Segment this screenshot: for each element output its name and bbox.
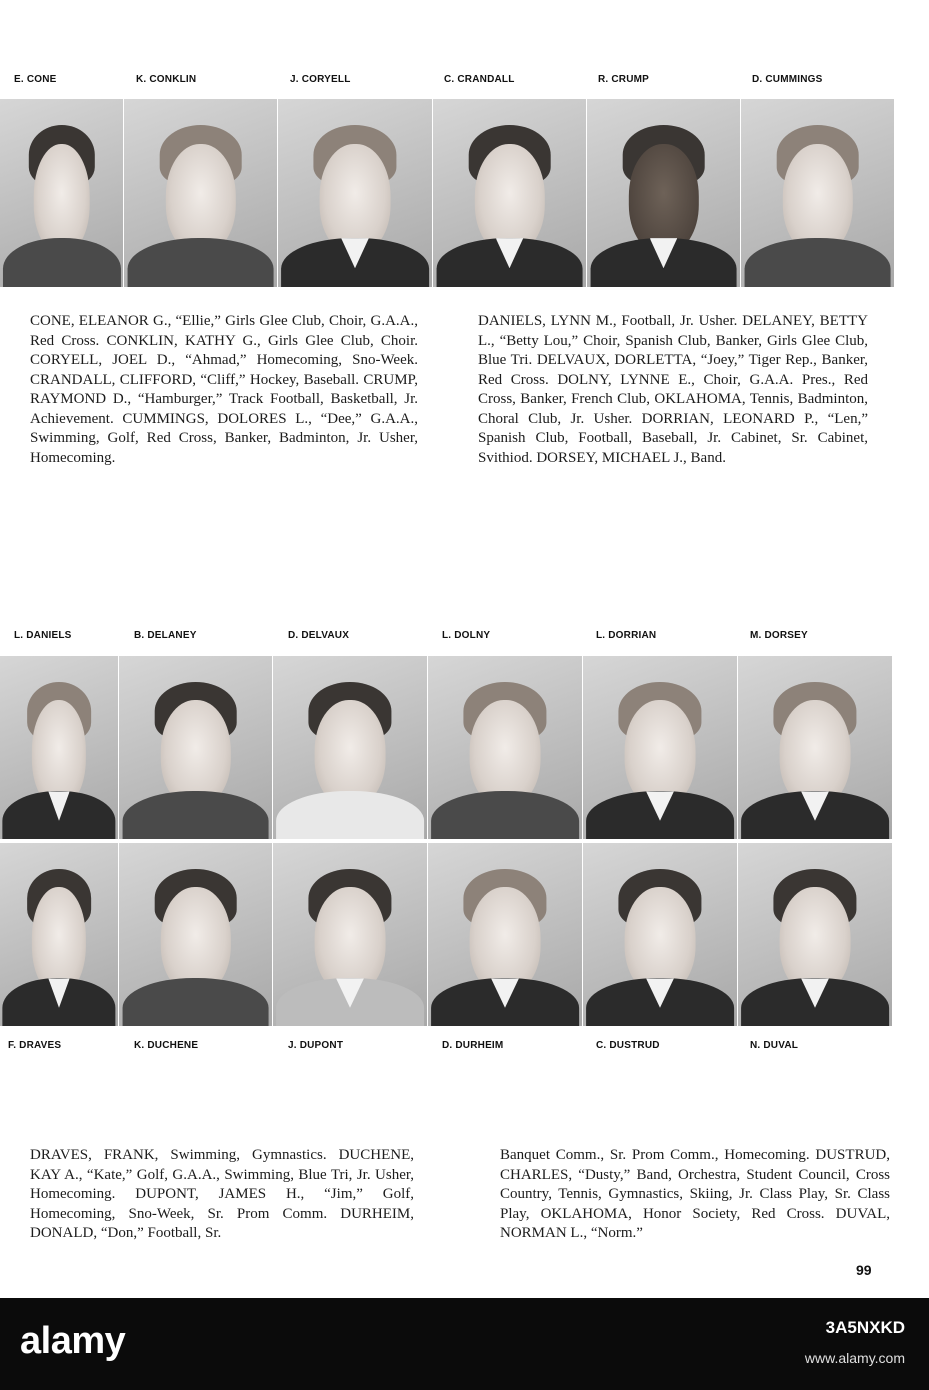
portrait-photo — [428, 656, 582, 839]
brand-logo: alamy — [20, 1320, 126, 1362]
portrait-photo — [273, 656, 427, 839]
portrait-photo — [119, 843, 272, 1026]
portrait-photo — [278, 99, 432, 287]
portrait-photo — [433, 99, 586, 287]
student-name-label: J. DUPONT — [288, 1040, 344, 1051]
site-url: www.alamy.com — [804, 1350, 905, 1366]
middle-name-row — [0, 630, 929, 644]
portrait-photo — [583, 843, 737, 1026]
student-name-label: L. DORRIAN — [596, 630, 657, 641]
student-name-label: J. CORYELL — [290, 74, 351, 85]
student-name-label: D. DURHEIM — [442, 1040, 504, 1051]
portrait-photo — [741, 99, 894, 287]
watermark-banner — [0, 1298, 929, 1390]
portrait-photo — [0, 99, 123, 287]
student-name-label: C. CRANDALL — [444, 74, 515, 85]
portrait-photo — [0, 656, 118, 839]
portrait-photo — [738, 656, 892, 839]
portrait-photo — [119, 656, 272, 839]
student-name-label: E. CONE — [14, 74, 57, 85]
student-name-label: D. DELVAUX — [288, 630, 350, 641]
portrait-photo — [0, 843, 118, 1026]
student-name-label: B. DELANEY — [134, 630, 197, 641]
portrait-photo — [587, 99, 740, 287]
student-name-label: M. DORSEY — [750, 630, 808, 641]
image-id: 3A5NXKD — [825, 1318, 905, 1337]
biography-text-right: DANIELS, LYNN M., Football, Jr. Usher. DELANEY, BETTY L., “Betty Lou,” Choir, Spanish Club, Banker, Girls Glee Club, Blue Tri. DELVAUX, DORLETTA, “Joey,” Tiger Rep., Banker, Red Cross. DOLNY, LYNNE E., Choir, G.A.A. Pres., Red Cross, Banker, French Club, OKLAHOMA, Tennis, Badminton, Choral Club, Jr. Usher. DORRIAN, LEONARD P., “Len,” Spanish Club, Football, Baseball, Jr. Cabinet, Sr. Cabinet, Svithiod. DORSEY, MICHAEL J., Band. — [478, 313, 868, 466]
student-name-label: K. CONKLIN — [136, 74, 197, 85]
biography-text-left: CONE, ELEANOR G., “Ellie,” Girls Glee Club, Choir, G.A.A., Red Cross. CONKLIN, KATHY G., Girls Glee Club, Choir. CORYELL, JOEL D., “Ahmad,” Homecoming, Sno-Week. CRANDALL, CLIFFORD, “Cliff,” Hockey, Baseball. CRUMP, RAYMOND D., “Hamburger,” Track Football, Basketball, Jr. Achievement. CUMMINGS, DOLORES L., “Dee,” G.A.A., Swimming, Golf, Red Cross, Banker, Badminton, Jr. Usher, Homecoming. — [30, 313, 418, 466]
portrait-photo — [124, 99, 277, 287]
biography-text-right: Banquet Comm., Sr. Prom Comm., Homecoming. DUSTRUD, CHARLES, “Dusty,” Band, Orchestra, Student Council, Cross Country, Tennis, Gymnastics, Skiing, Jr. Class Play, Sr. Class Play, OKLAHOMA, Honor Society, Red Cross. DUVAL, NORMAN L., “Norm.” — [500, 1147, 890, 1241]
top-name-row — [0, 74, 929, 88]
student-name-label: L. DANIELS — [14, 630, 72, 641]
student-name-label: L. DOLNY — [442, 630, 491, 641]
student-name-label: N. DUVAL — [750, 1040, 799, 1051]
portrait-photo — [738, 843, 892, 1026]
bottom-name-row — [0, 1040, 929, 1054]
student-name-label: D. CUMMINGS — [752, 74, 823, 85]
portrait-photo — [273, 843, 427, 1026]
page-number: 99 — [856, 1262, 872, 1278]
student-name-label: R. CRUMP — [598, 74, 650, 85]
student-name-label: K. DUCHENE — [134, 1040, 199, 1051]
biography-text-left: DRAVES, FRANK, Swimming, Gymnastics. DUCHENE, KAY A., “Kate,” Golf, G.A.A., Swimming, Blue Tri, Jr. Usher, Homecoming. DUPONT, JAMES H., “Jim,” Golf, Homecoming, Sno-Week, Sr. Prom Comm. DURHEIM, DONALD, “Don,” Football, Sr. — [30, 1147, 414, 1241]
student-name-label: C. DUSTRUD — [596, 1040, 660, 1051]
portrait-photo — [428, 843, 582, 1026]
student-name-label: F. DRAVES — [8, 1040, 62, 1051]
portrait-photo — [583, 656, 737, 839]
